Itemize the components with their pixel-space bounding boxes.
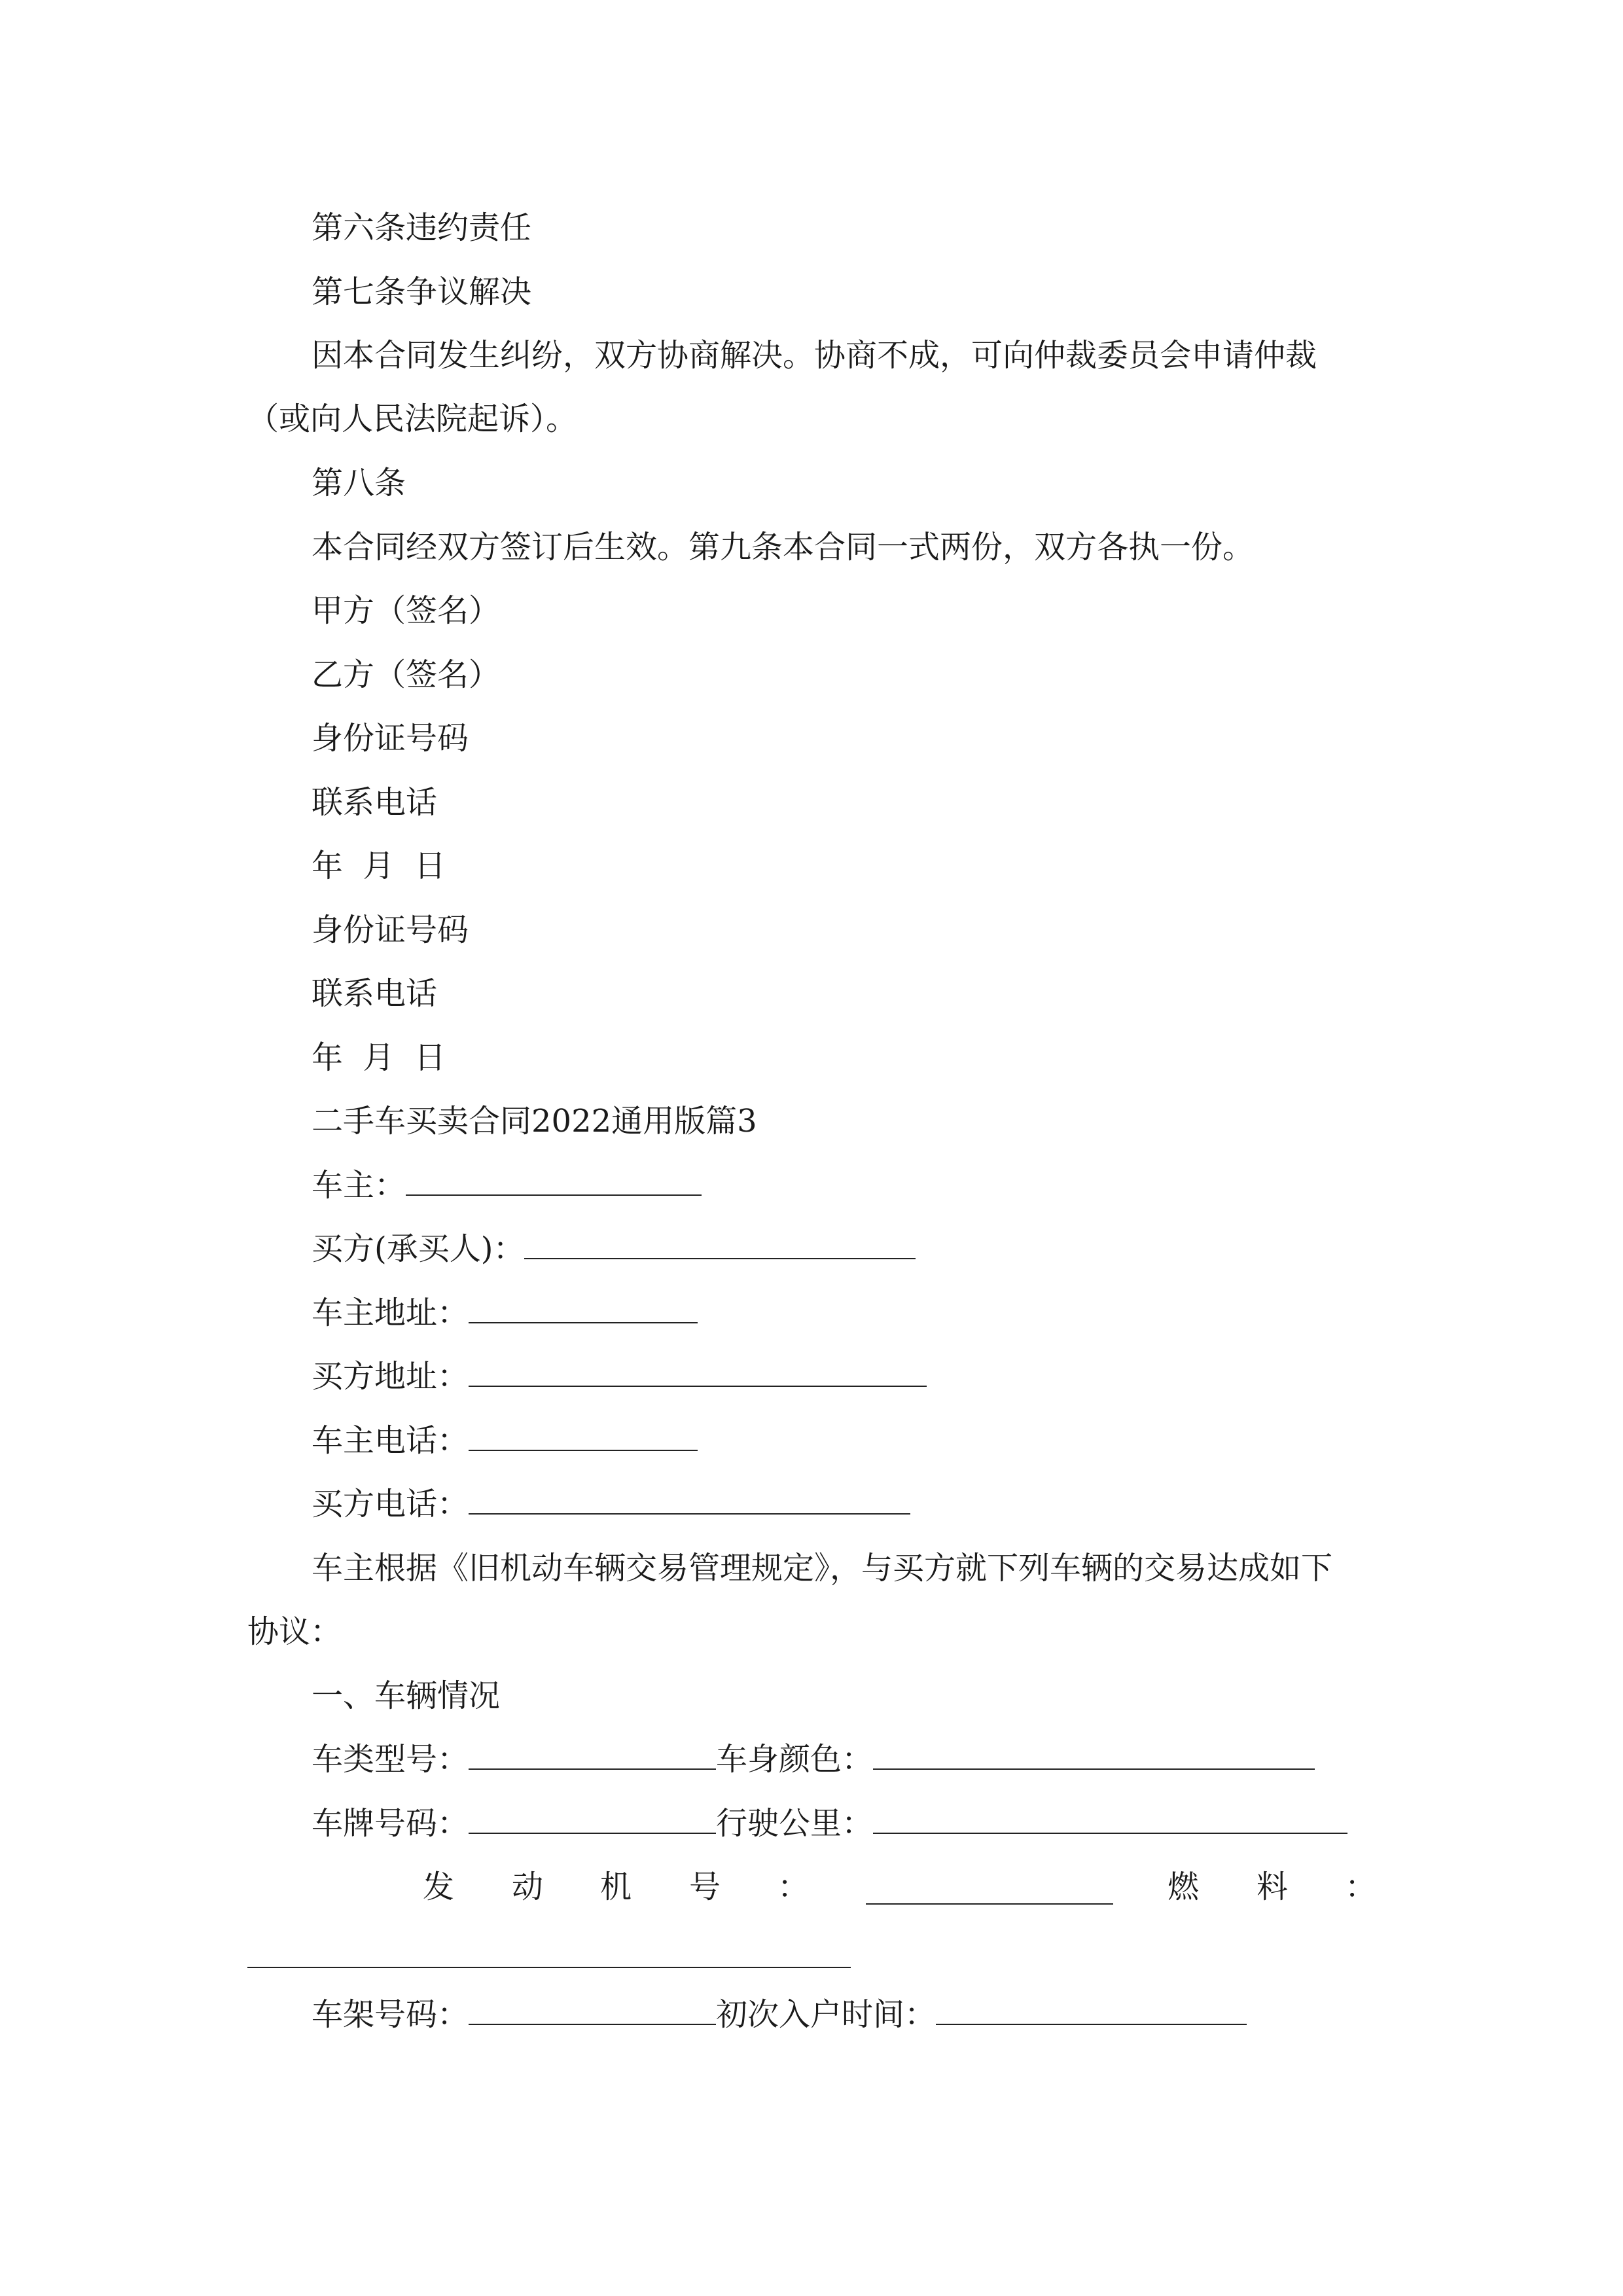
frame-label: 车架号码：: [312, 1996, 469, 2033]
buyer-phone-label: 买方电话：: [312, 1486, 469, 1522]
mileage-label: 行驶公里：: [716, 1805, 874, 1842]
owner-row: [312, 1166, 702, 1205]
plate-label: 车牌号码：: [312, 1805, 469, 1842]
fuel-blank[interactable]: [247, 1967, 851, 1968]
fuel-char: ：: [1345, 1869, 1377, 1905]
date-label: 年 月 日: [312, 1039, 446, 1076]
mileage-blank[interactable]: [873, 1804, 1347, 1834]
engine-char: 发: [423, 1869, 455, 1905]
article-8-heading: 第八条: [312, 465, 406, 501]
body-color-label: 车身颜色：: [716, 1741, 874, 1778]
owner-address-row: [312, 1293, 698, 1333]
buyer-address-label: 买方地址：: [312, 1358, 469, 1395]
date-label: 年 月 日: [312, 848, 446, 884]
buyer-phone-blank[interactable]: [469, 1484, 910, 1515]
engine-number-blank[interactable]: [866, 1903, 1113, 1905]
owner-address-blank[interactable]: [469, 1293, 698, 1323]
owner-label: 车主：: [312, 1167, 406, 1204]
vehicle-section-heading: 一、车辆情况: [312, 1677, 501, 1714]
fuel-char: 料: [1257, 1869, 1289, 1905]
vehicle-model-blank[interactable]: [469, 1740, 716, 1770]
engine-char: ：: [777, 1869, 810, 1905]
buyer-address-blank[interactable]: [469, 1357, 927, 1387]
article-8-text: 本合同经双方签订后生效。第九条本合同一式两份，双方各执一份。: [312, 529, 1255, 565]
buyer-phone-row: [312, 1484, 910, 1524]
article-7-heading: 第七条争议解决: [312, 274, 532, 310]
engine-char: 号: [689, 1869, 721, 1905]
frame-blank[interactable]: [469, 1995, 716, 2025]
engine-char: 动: [512, 1869, 544, 1905]
agreement-paragraph-line-1: 车主根据《旧机动车辆交易管理规定》，与买方就下列车辆的交易达成如下: [312, 1550, 1333, 1587]
article-6-heading: 第六条违约责任: [312, 209, 532, 246]
agreement-paragraph-line-2: 协议：: [247, 1613, 342, 1650]
buyer-blank[interactable]: [524, 1229, 916, 1259]
plate-blank[interactable]: [469, 1804, 716, 1834]
owner-phone-row: [312, 1421, 698, 1460]
vehicle-model-label: 车类型号：: [312, 1741, 469, 1778]
owner-blank[interactable]: [406, 1166, 702, 1196]
owner-address-label: 车主地址：: [312, 1295, 469, 1331]
body-color-blank[interactable]: [873, 1740, 1315, 1770]
owner-phone-blank[interactable]: [469, 1421, 698, 1451]
section-title: 二手车买卖合同2022通用版篇3: [312, 1103, 757, 1139]
frame-row: [312, 1995, 1247, 2034]
party-b-signature: 乙方（签名）: [312, 656, 501, 693]
owner-phone-label: 车主电话：: [312, 1422, 469, 1459]
buyer-label: 买方(承买人)：: [312, 1230, 525, 1267]
id-number-label: 身份证号码: [312, 720, 469, 757]
party-a-signature: 甲方（签名）: [312, 592, 501, 629]
fuel-char: 燃: [1168, 1869, 1200, 1905]
first-registration-blank[interactable]: [936, 1995, 1247, 2025]
phone-label: 联系电话: [312, 975, 438, 1012]
dispute-paragraph-line-1: 因本合同发生纠纷，双方协商解决。协商不成，可向仲裁委员会申请仲裁: [312, 337, 1317, 374]
first-registration-label: 初次入户时间：: [716, 1996, 936, 2033]
plate-row: [312, 1804, 1347, 1843]
phone-label: 联系电话: [312, 784, 438, 821]
dispute-paragraph-line-2: （或向人民法院起诉）。: [247, 401, 578, 437]
buyer-address-row: [312, 1357, 927, 1396]
vehicle-model-row: [312, 1740, 1315, 1779]
id-number-label: 身份证号码: [312, 912, 469, 948]
engine-char: 机: [600, 1869, 632, 1905]
buyer-row: [312, 1229, 916, 1268]
